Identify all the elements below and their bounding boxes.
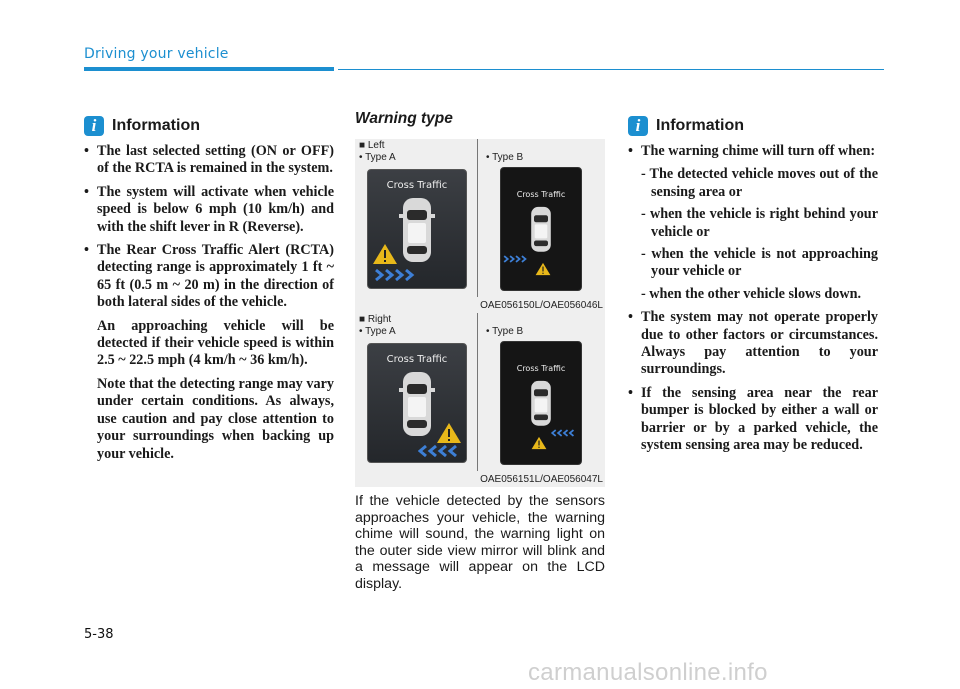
warning-description: If the vehicle detected by the sensors approaches your vehicle, the warning chime will sound, the warning light on the outer side view mirror will blink and a message will appear on the LCD display. (355, 493, 605, 592)
approach-arrows-icon (418, 444, 462, 458)
car-top-icon (397, 196, 437, 266)
figure-side-label: ■ Left (359, 140, 385, 151)
figure-code: OAE056150L/OAE056046L (480, 300, 603, 311)
list-item: • The warning chime will turn off when: - The detected vehicle moves out of the sensing area or - when the vehicle is right behind your vehicle or - when the vehicle is not approaching your vehicle or - when the other vehicle slows down. (628, 143, 878, 303)
header-rule (338, 69, 884, 70)
warning-triangle-icon (372, 243, 398, 265)
info-icon: i (84, 116, 104, 136)
warning-triangle-icon (535, 262, 551, 276)
left-info-title: Information (112, 117, 200, 134)
header-accent-bar (84, 67, 334, 71)
warning-triangle-icon (436, 422, 462, 444)
figure-side-label: ■ Right (359, 314, 392, 325)
approach-arrows-icon (551, 428, 577, 438)
list-item: • The system may not operate properly due to other factors or circumstances. Always pay attention to your surroundings. (628, 309, 878, 379)
watermark: carmanualsonline.info (528, 659, 768, 686)
figure-right (355, 313, 605, 487)
sub-list (641, 166, 878, 303)
type-a-label: • Type A (359, 326, 396, 337)
approach-arrows-icon (503, 254, 529, 264)
type-b-label: • Type B (486, 326, 524, 337)
right-info-list (628, 143, 878, 461)
list-item: • The last selected setting (ON or OFF) of the RCTA is remained in the system. (84, 143, 334, 178)
right-info-title: Information (656, 117, 744, 134)
left-info-list (84, 143, 334, 469)
lcd-message: Cross Traffic (386, 354, 448, 365)
car-top-icon (527, 204, 555, 256)
list-item: • If the sensing area near the rear bumper is blocked by either a wall or barrier or by a parked vehicle, the system sensing area may be reduced. (628, 385, 878, 455)
sub-list-item: - when the other vehicle slows down. (641, 285, 862, 302)
car-top-icon (527, 378, 555, 430)
lcd-message: Cross Traffic (386, 180, 448, 191)
lcd-message: Cross Traffic (516, 190, 566, 199)
lcd-type-b-left (500, 167, 582, 291)
car-top-icon (397, 370, 437, 440)
warning-triangle-icon (531, 436, 547, 450)
right-info-heading (628, 116, 744, 136)
lcd-message: Cross Traffic (516, 364, 566, 373)
warning-type-title: Warning type (355, 110, 453, 127)
page-number: 5-38 (84, 627, 114, 642)
lcd-type-a-left (367, 169, 467, 289)
figure-code: OAE056151L/OAE056047L (480, 474, 603, 485)
info-icon: i (628, 116, 648, 136)
sub-list-item: - when the vehicle is not approaching your vehicle or (641, 246, 878, 280)
sub-list-item: - when the vehicle is right behind your vehicle or (641, 206, 878, 240)
approach-arrows-icon (374, 268, 418, 282)
sub-list-item: - The detected vehicle moves out of the sensing area or (641, 166, 878, 200)
lcd-type-a-right (367, 343, 467, 463)
figure-left (355, 139, 605, 313)
section-header: Driving your vehicle (84, 46, 229, 62)
type-b-label: • Type B (486, 152, 524, 163)
list-item: • The system will activate when vehicle speed is below 6 mph (10 km/h) and with the shift lever in R (Reverse). (84, 184, 334, 236)
list-item: • The Rear Cross Traffic Alert (RCTA) detecting range is approximately 1 ft ~ 65 ft (0.5 m ~ 20 m) in the direction of both lateral sides of the vehicle. An approaching vehicle will be detected if their vehicle speed is within 2.5 ~ 22.5 mph (4 km/h ~ 36 km/h). Note that the detecting range may vary under certain conditions. As always, use caution and pay close attention to your surroundings when backing up your vehicle. (84, 242, 334, 463)
type-a-label: • Type A (359, 152, 396, 163)
lcd-type-b-right (500, 341, 582, 465)
left-info-heading (84, 116, 200, 136)
